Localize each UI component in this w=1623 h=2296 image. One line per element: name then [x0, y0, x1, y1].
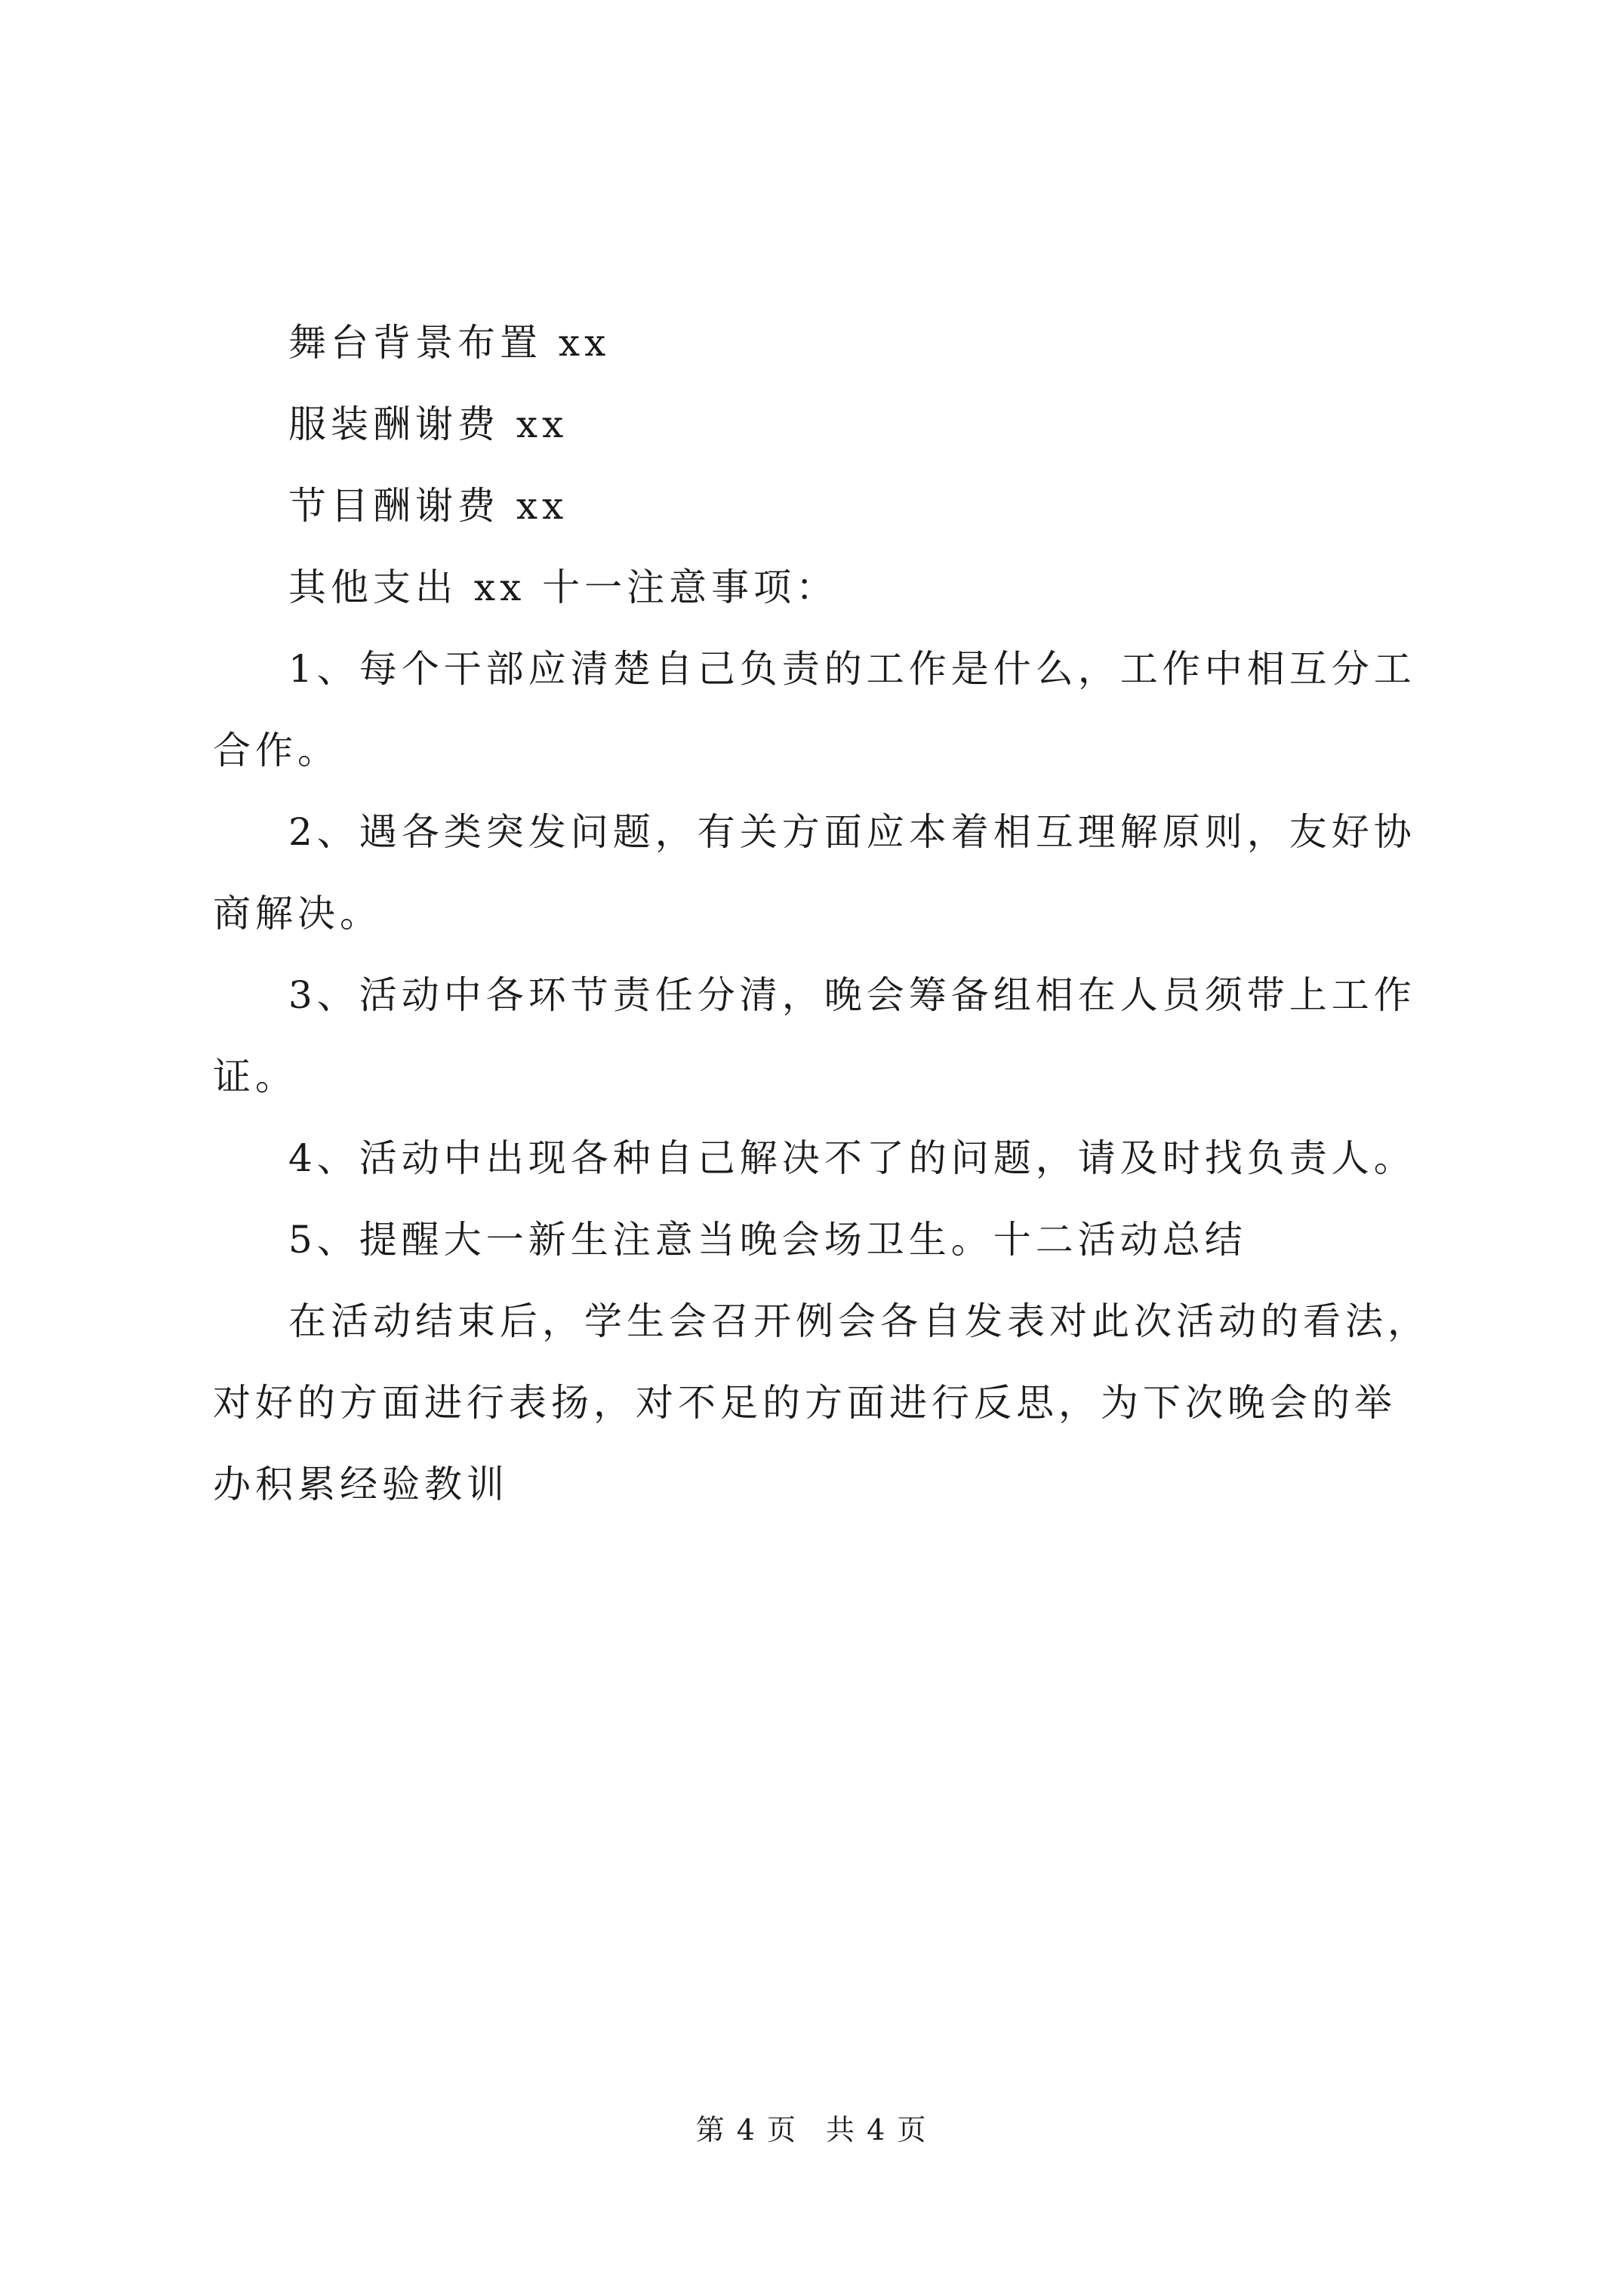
paragraph-stage-background: 舞台背景布置 xx	[288, 321, 611, 365]
paragraph-program-fee: 节目酬谢费 xx	[288, 484, 568, 528]
paragraph-note-4: 4、活动中出现各种自己解决不了的问题，请及时找负责人。	[288, 1136, 1416, 1180]
paragraph-costume-fee: 服装酬谢费 xx	[288, 402, 568, 446]
page-number-total: 共 4 页	[826, 2113, 928, 2147]
paragraph-note-5: 5、提醒大一新生注意当晚会场卫生。十二活动总结	[288, 1218, 1247, 1262]
paragraph-summary: 在活动结束后，学生会召开例会各自发表对此次活动的看法，对好的方面进行表扬，对不足的方面进行反思，为下次晚会的举办积累经验教训	[213, 1299, 1430, 1506]
page-footer	[0, 2106, 1623, 2148]
paragraph-note-3: 3、活动中各环节责任分清，晚会筹备组相在人员须带上工作证。	[213, 973, 1416, 1099]
document-body	[213, 302, 1436, 1525]
page-number-current: 第 4 页	[695, 2113, 797, 2147]
paragraph-note-1: 1、每个干部应清楚自己负责的工作是什么，工作中相互分工合作。	[213, 647, 1416, 772]
paragraph-other-expenses: 其他支出 xx 十一注意事项：	[288, 566, 839, 609]
paragraph-note-2: 2、遇各类突发问题，有关方面应本着相互理解原则，友好协商解决。	[213, 810, 1416, 935]
